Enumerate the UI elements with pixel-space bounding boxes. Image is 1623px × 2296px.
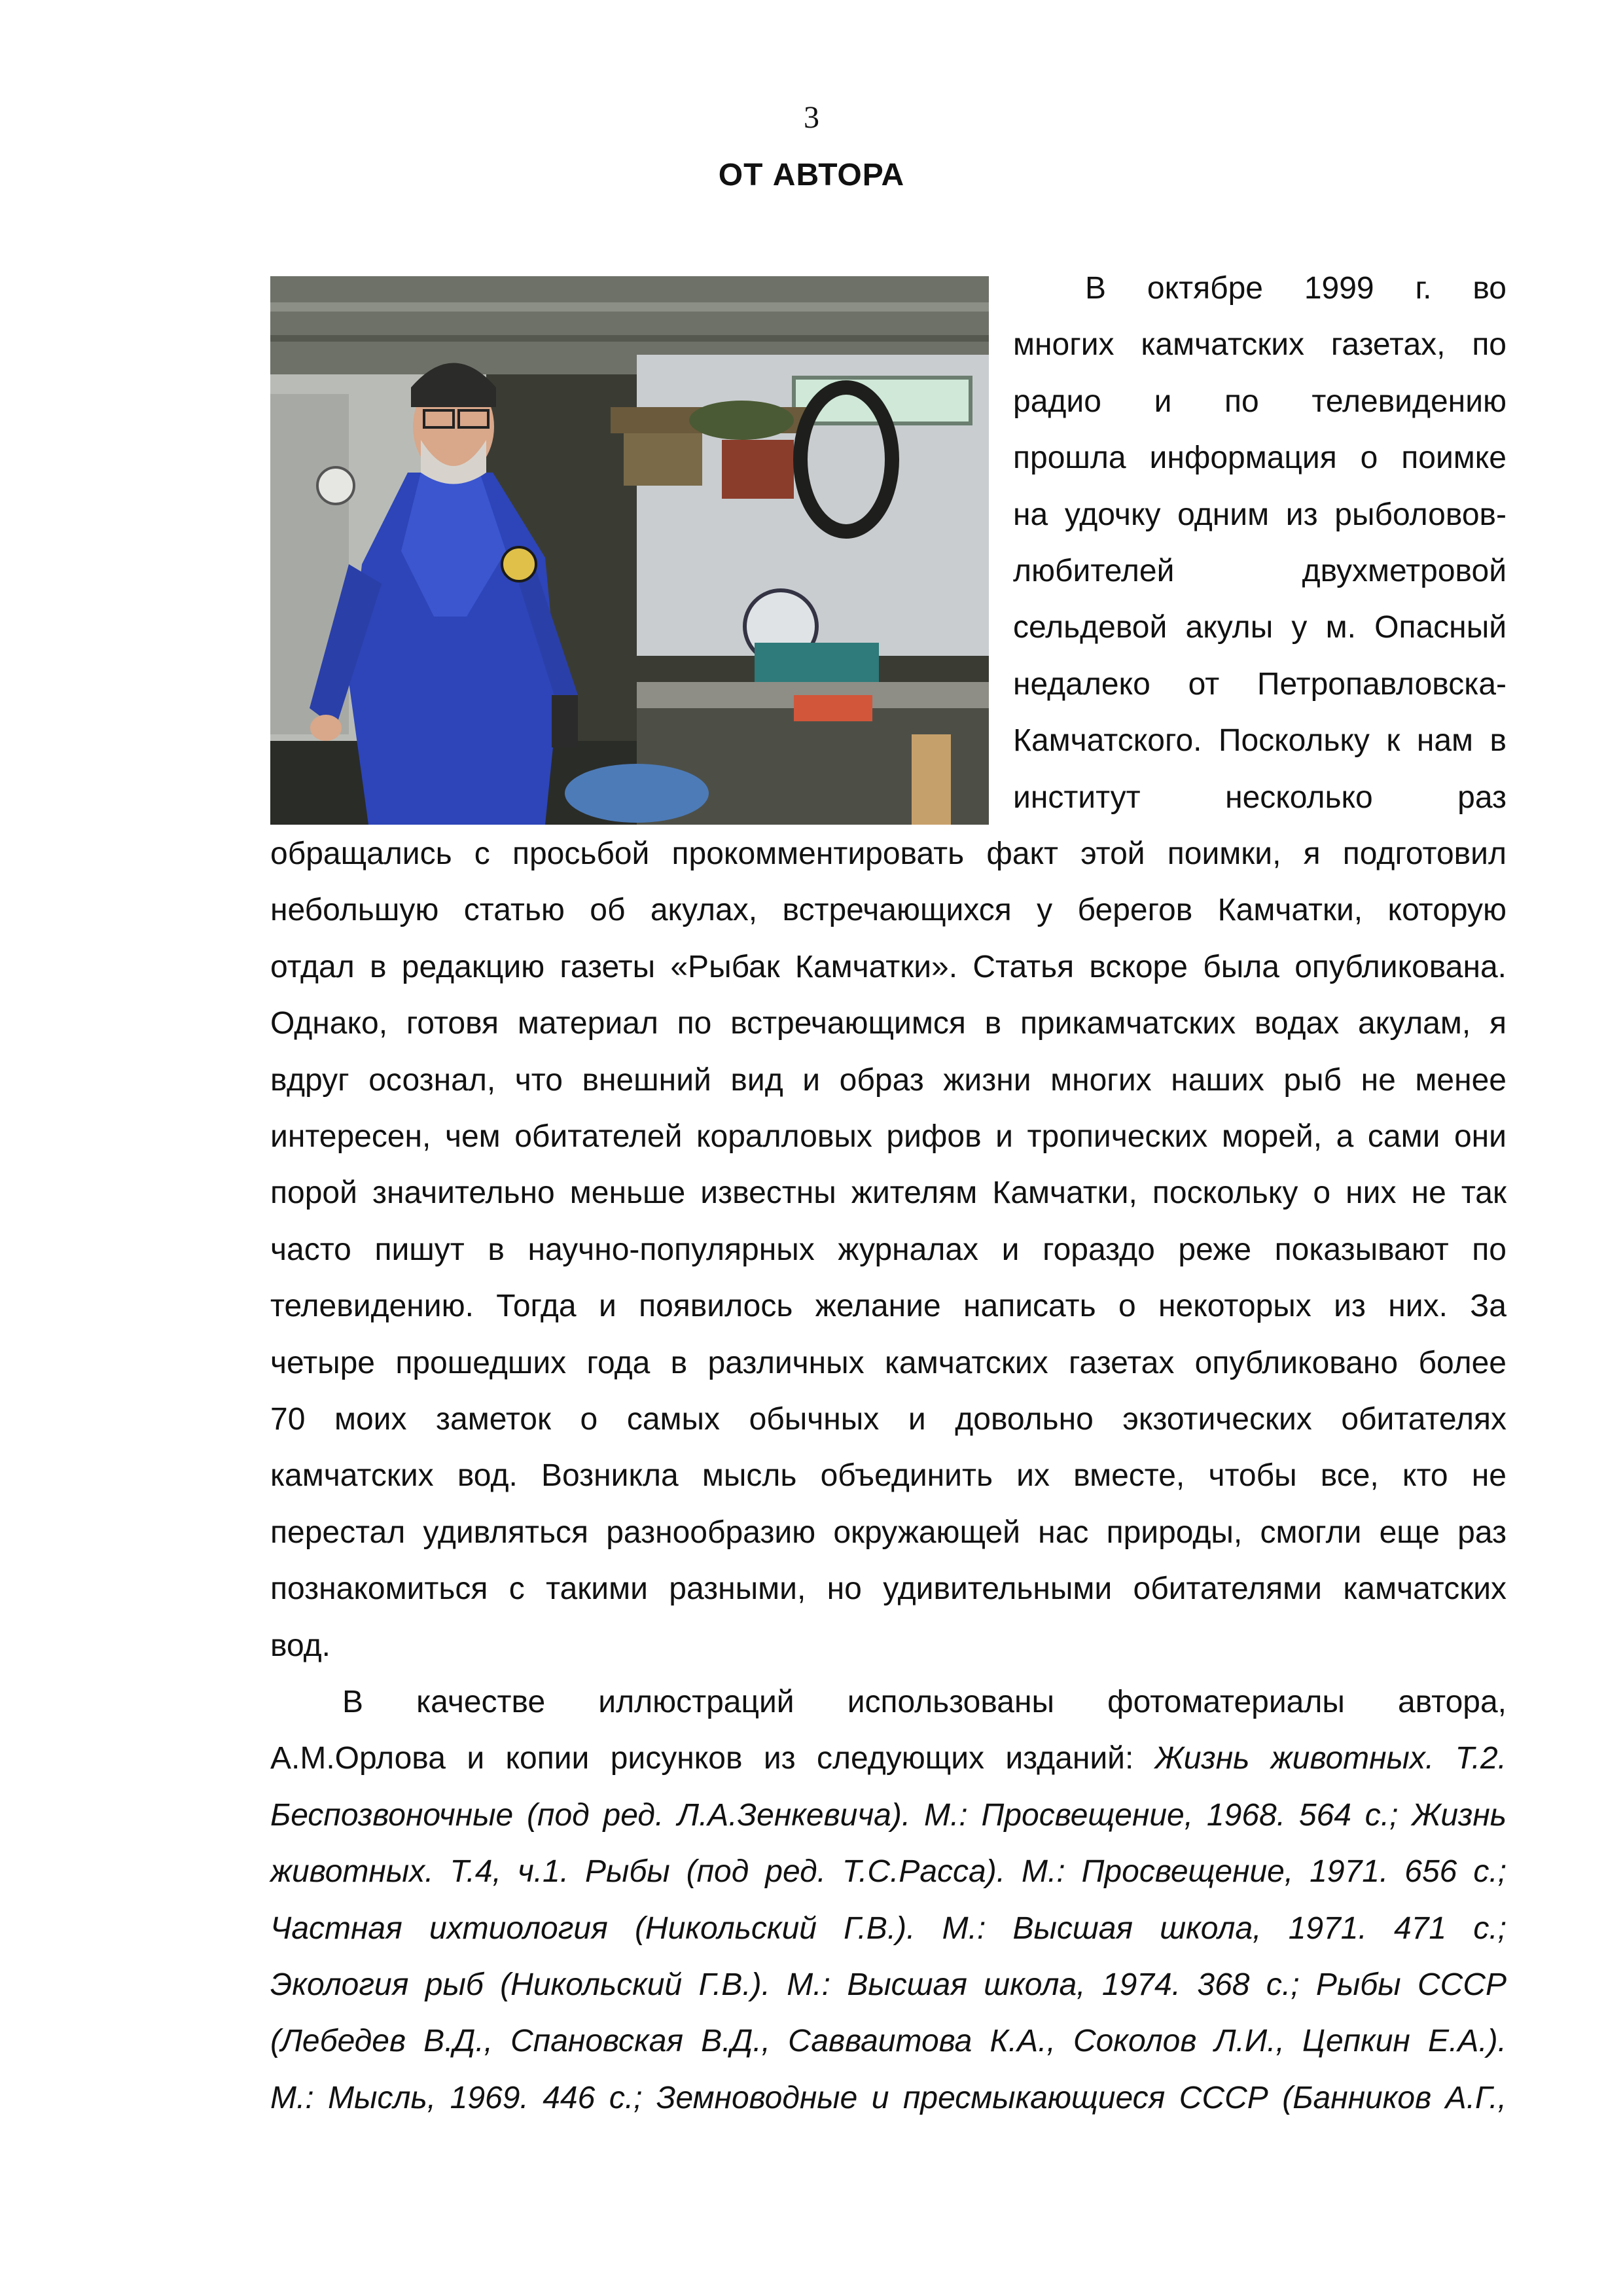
author-photo [270,276,989,825]
column-line: институт несколько раз [1013,780,1507,815]
column-line: многих камчатских газетах, по [1013,327,1507,363]
page-title: ОТ АВТОРА [718,158,905,192]
citation-line: животных. Т.4, ч.1. Рыбы (под ред. Т.С.Расса). М.: Просвещение, 1971. 656 с.; [270,1854,1507,1890]
body-line: интересен, чем обитателей коралловых рифов и тропических морей, а сами они [270,1119,1507,1155]
citation-text: Жизнь животных. Т.2. [1154,1741,1507,1776]
column-line: сельдевой акулы у м. Опасный [1013,610,1507,645]
body-line: часто пишут в научно-популярных журналах и гораздо реже показывают по [270,1232,1507,1267]
page-number: 3 [804,100,819,135]
citation-line: Частная ихтиология (Никольский Г.В.). М.: Высшая школа, 1971. 471 с.; [270,1910,1507,1946]
column-line: недалеко от Петропавловска- [1013,666,1507,702]
body-text: А.М.Орлова и копии рисунков из следующих изданий: [270,1741,1155,1776]
body-line: В качестве иллюстраций использованы фотоматериалы автора, [342,1685,1507,1719]
body-line [270,1731,1507,1787]
illustrations-paragraph [270,1674,1507,2126]
body-line: обращались с просьбой прокомментировать факт этой поимки, я подготовил [270,836,1507,871]
body-line: отдал в редакцию газеты «Рыбак Камчатки». Статья вскоре была опубликована. [270,949,1507,984]
column-line: любителей двухметровой [1013,554,1507,589]
citation-line: Экология рыб (Никольский Г.В.). М.: Высшая школа, 1974. 368 с.; Рыбы СССР [270,1967,1507,2003]
citation-line: Беспозвоночные (под ред. Л.А.Зенкевича). М.: Просвещение, 1968. 564 с.; Жизнь [270,1797,1507,1833]
column-line: радио и по телевидению [1013,384,1507,419]
body-line: вод. [270,1628,330,1663]
body-line: вдруг осознал, что внешний вид и образ жизни многих наших рыб не менее [270,1062,1507,1098]
body-line: познакомиться с такими разными, но удивительными обитателями камчатских [270,1571,1507,1607]
column-line: В октябре 1999 г. во [1085,271,1507,306]
body-line: небольшую статью об акулах, встречающихся у берегов Камчатки, которую [270,893,1507,928]
column-line: Камчатского. Поскольку к нам в [1013,723,1507,759]
citation-line: (Лебедев В.Д., Спановская В.Д., Савваитова К.А., Соколов Л.И., Цепкин Е.А.). [270,2024,1507,2059]
body-line: камчатских вод. Возникла мысль объединить их вместе, чтобы все, кто не [270,1458,1507,1494]
body-line: 70 моих заметок о самых обычных и довольно экзотических обитателях [270,1402,1507,1437]
body-line: Однако, готовя материал по встречающимся в прикамчатских водах акулам, я [270,1006,1507,1041]
intro-column-text [1013,260,1507,826]
body-line: перестал удивляться разнообразию окружающей нас природы, смогли еще раз [270,1515,1507,1550]
column-line: на удочку одним из рыболовов- [1013,497,1507,532]
body-line: телевидению. Тогда и появилось желание написать о некоторых из них. За [270,1289,1507,1324]
intro-paragraph [270,826,1507,1674]
citation-line: М.: Мысль, 1969. 446 с.; Земноводные и пресмыкающиеся СССР (Банников А.Г., [270,2080,1507,2115]
body-line: четыре прошедших года в различных камчатских газетах опубликовано более [270,1345,1507,1380]
body-line: порой значительно меньше известны жителям Камчатки, поскольку о них не так [270,1175,1507,1211]
column-line: прошла информация о поимке [1013,440,1507,476]
